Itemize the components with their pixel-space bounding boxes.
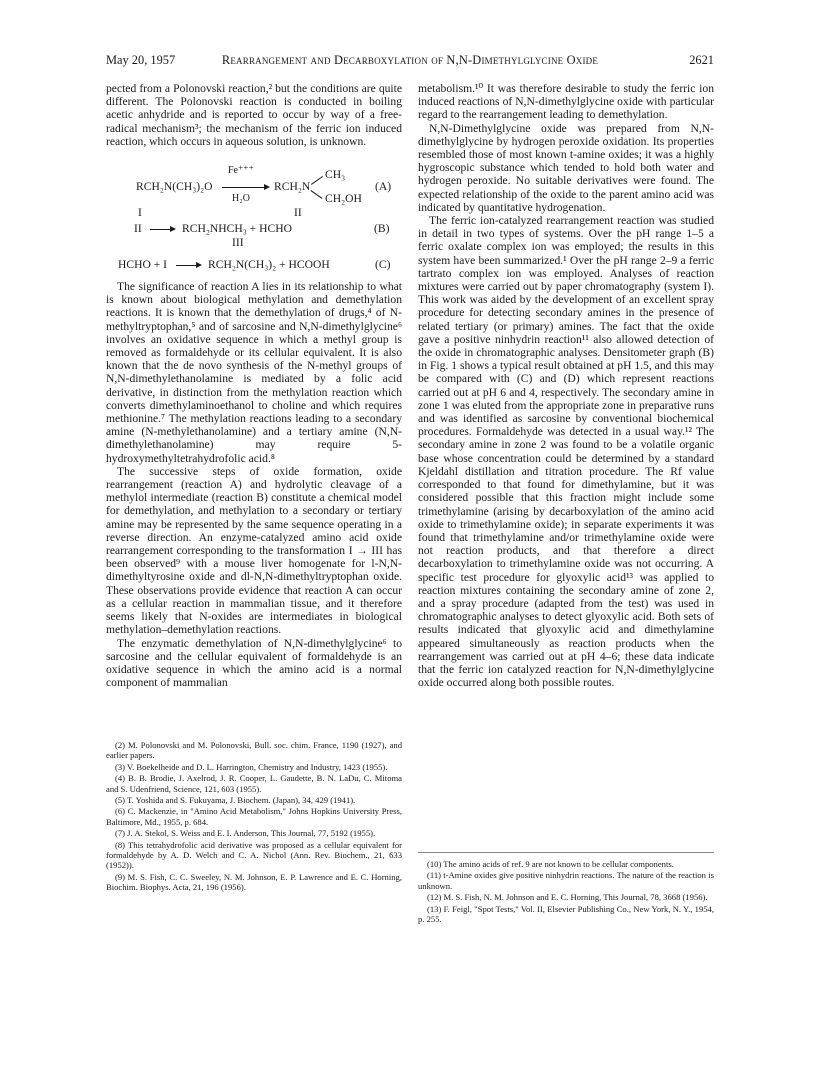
reaction-a-catalyst: Fe⁺⁺⁺ xyxy=(228,165,254,177)
reaction-a-arrowhead xyxy=(264,184,270,190)
footnotes-left xyxy=(106,740,402,894)
reaction-a-reactant: RCH₂N(CH₃)₂O xyxy=(136,180,213,194)
reaction-b-label: (B) xyxy=(374,222,390,236)
footnote: (7) J. A. Stekol, S. Weiss and E. I. Anderson, This Journal, 77, 5192 (1955). xyxy=(115,828,376,839)
footnote-divider xyxy=(418,852,714,853)
reaction-c xyxy=(106,258,402,276)
header-date: May 20, 1957 xyxy=(106,53,176,67)
paragraph: The successive steps of oxide formation, oxide rearrangement (reaction A) and hydrolytic cleavage of a methylol intermediate (reaction B) constitute a chemical model for demethylation, and methylation to a secondary or tertiary amine may be represented by the same sequence operating in a reverse direction. An enzyme-catalyzed amino acid oxide rearrangement corresponding to the transformation I → III has been observed⁹ with a mouse liver homogenate for l-N,N-dimethyltyrosine oxide and dl-N,N-dimethyltryptophan oxide. These observations provide evidence that reaction A can occur as a cellular reaction in mammalian tissue, and it therefore seems likely that N-oxides are intermediates in biological methylation–demethylation reactions. xyxy=(106,464,402,637)
reaction-scheme xyxy=(106,154,402,252)
footnote: (8) This tetrahydrofolic acid derivative was proposed as a cellular equivalent for formaldehyde by A. D. Welch and C. A. Nichol (Ann. Rev. Biochem., 21, 633 (1952)). xyxy=(106,839,402,871)
header-title: Rearrangement and Decarboxylation of N,N-Dimethylglycine Oxide xyxy=(221,53,599,67)
paragraph: metabolism.¹⁰ It was therefore desirable to study the ferric ion induced reactions of N,N-dimethylglycine oxide with particular regard to the rearrangement leading to demethylation. xyxy=(418,82,714,122)
reaction-b-arrowhead xyxy=(170,226,176,232)
reaction-c-label: (C) xyxy=(375,258,391,272)
footnote: (3) V. Boekelheide and D. L. Harrington, Chemistry and Industry, 1423 (1955). xyxy=(115,761,388,772)
paragraph: The significance of reaction A lies in its relationship to what is known about biological methylation and demethylation reactions. It is known that the demethylation of drugs,⁴ of N-methyltryptophan,⁵ and of sarcosine and N,N-dimethylglycine⁶ involves an oxidative sequence in which a methyl group is removed as formaldehyde or its cellular equivalent. It is also known that the de novo synthesis of the N-methyl groups of N,N-dimethylethanolamine is mediated by a folic acid derivative, in distinction from the methylation reaction which converts dimethylaminoethanol to choline and which requires methionine.⁷ The methylation reactions leading to a secondary amine (N-methylethanolamine) and a tertiary amine (N,N-dimethylethanolamine) may require 5-hydroxymethyltetrahydrofolic acid.⁸ xyxy=(106,280,402,465)
footnote: (12) M. S. Fish, N. M. Johnson and E. C. Horning, This Journal, 78, 3668 (1956). xyxy=(427,892,708,903)
reaction-a-product: RCH₂N xyxy=(274,180,311,194)
right-column xyxy=(418,82,714,689)
footnote: (13) F. Feigl, "Spot Tests," Vol. II, Elsevier Publishing Co., New York, N. Y., 1954, p. 255. xyxy=(418,903,714,925)
reaction-c-products: RCH₂N(CH₃)₂ + HCOOH xyxy=(208,258,330,272)
footnote: (11) t-Amine oxides give positive ninhydrin reactions. The nature of the reaction is unknown. xyxy=(418,870,714,891)
reaction-a-arrow xyxy=(222,187,266,188)
paragraph: The enzymatic demethylation of N,N-dimethylglycine⁶ to sarcosine and the cellular equivalent of formaldehyde is an oxidative sequence in which the amino acid is a normal component of mammalian xyxy=(106,636,402,690)
compound-number-iii: III xyxy=(232,236,244,250)
left-column xyxy=(106,82,402,689)
footnote: (10) The amino acids of ref. 9 are not known to be cellular components. xyxy=(427,859,674,869)
reaction-b-arrow xyxy=(150,229,172,230)
footnote: (9) M. S. Fish, C. C. Sweeley, N. M. Johnson, E. P. Lawrence and E. C. Horning, Biochim. Biophys. Acta, 21, 196 (1956). xyxy=(106,871,402,893)
compound-number-i: I xyxy=(138,206,142,220)
page-number: 2621 xyxy=(689,53,714,67)
paragraph: pected from a Polonovski reaction,² but the conditions are quite different. The Polonovski reaction is conducted in boiling acetic anhydride and is reported to occur by way of a free-radical mechanism³; the mechanism of the ferric ion induced reaction, which occurs in aqueous solution, is unknown. xyxy=(106,82,402,148)
reaction-c-arrowhead xyxy=(196,262,202,268)
footnote: (4) B. B. Brodie, J. Axelrod, J. R. Cooper, L. Gaudette, B. N. LaDu, C. Mitoma and S. Udenfriend, Science, 121, 603 (1955). xyxy=(106,773,402,794)
reaction-b-reactant: II xyxy=(134,222,142,236)
reaction-b-products: RCH₂NHCH₃ + HCHO xyxy=(182,222,292,236)
bond-line xyxy=(311,176,323,185)
footnotes-right xyxy=(418,859,714,925)
footnote: (5) T. Yoshida and S. Fukuyama, J. Biochem. (Japan), 34, 429 (1941). xyxy=(115,795,356,806)
reaction-a-solvent: H₂O xyxy=(232,193,250,205)
bond-line xyxy=(310,190,322,199)
reaction-a-product-methylol: CH₂OH xyxy=(325,192,362,206)
reaction-a-label: (A) xyxy=(375,180,392,194)
reaction-c-arrow xyxy=(176,265,198,266)
paragraph: N,N-Dimethylglycine oxide was prepared from N,N-dimethylglycine by hydrogen peroxide oxidation. Its properties resembled those of most known t-amine oxides; it was a highly hygroscopic substance which tended to hold both water and hydrogen peroxide. No suitable derivatives were found. The expected relationship of the oxide to the parent amino acid was indicated by quantitative hydrogenation. xyxy=(418,121,714,214)
compound-number-ii: II xyxy=(294,206,302,220)
reaction-a-product-methyl: CH₃ xyxy=(325,168,346,182)
footnote: (6) C. Mackenzie, in "Amino Acid Metabolism," Johns Hopkins University Press, Baltimore, Md., 1955, p. 684. xyxy=(106,806,402,827)
footnote: (2) M. Polonovski and M. Polonovski, Bull. soc. chim. France, 1190 (1927), and earlier papers. xyxy=(106,740,402,761)
running-header xyxy=(106,52,714,68)
paragraph: The ferric ion-catalyzed rearrangement reaction was studied in detail in two types of systems. Over the pH range 1–5 a ferric oxalate complex ion was employed; the results in this system have been summarized.¹ Over the pH range 2–9 a ferric tartrato complex ion was employed. Analyses of reaction mixtures were carried out by paper chromatography (system I). This work was aided by the development of an excellent spray procedure for detecting secondary amines in the presence of related tertiary (or primary) amines. The fact that the oxide gave a positive ninhydrin reaction¹¹ also allowed detection of the oxide in chromatographic analyses. Densitometer graph (B) in Fig. 1 shows a typical result obtained at pH 1.5, and this may be compared with (C) and (D) which represent reactions carried out at pH 6 and 4, respectively. The secondary amine in zone 1 was eluted from the appropriate zone in preparative runs and was identified as sarcosine by conventional biochemical procedures. Formaldehyde was detected in a usual way.¹² The secondary amine in zone 2 was found to be a volatile organic base whose concentration could be determined by a standard Kjeldahl distillation and titration procedure. The Rf value corresponded to that found for dimethylamine, but it was considered possible that this fraction might include some trimethylamine (arising by decarboxylation of the amino acid oxide to trimethylamine oxide); in separate experiments it was found that trimethylamine and/or trimethylamine oxide were not reaction products, and that therefore a direct decarboxylation to trimethylamine oxide was not occurring. A specific test procedure for glyoxylic acid¹³ was applied to reaction mixtures containing the secondary amine of zone 2, and a spray procedure (adapted from the test) was used in chromatographic analyses to detect glyoxylic acid. Both sets of results indicated that glyoxylic acid and dimethylamine appeared simultaneously as reaction products when the rearrangement was carried out at pH 4–6; these data indicate that the ferric ion catalyzed reaction for N,N-dimethylglycine oxide occurred along both possible routes. xyxy=(418,214,714,690)
reaction-c-reactants: HCHO + I xyxy=(118,258,168,272)
